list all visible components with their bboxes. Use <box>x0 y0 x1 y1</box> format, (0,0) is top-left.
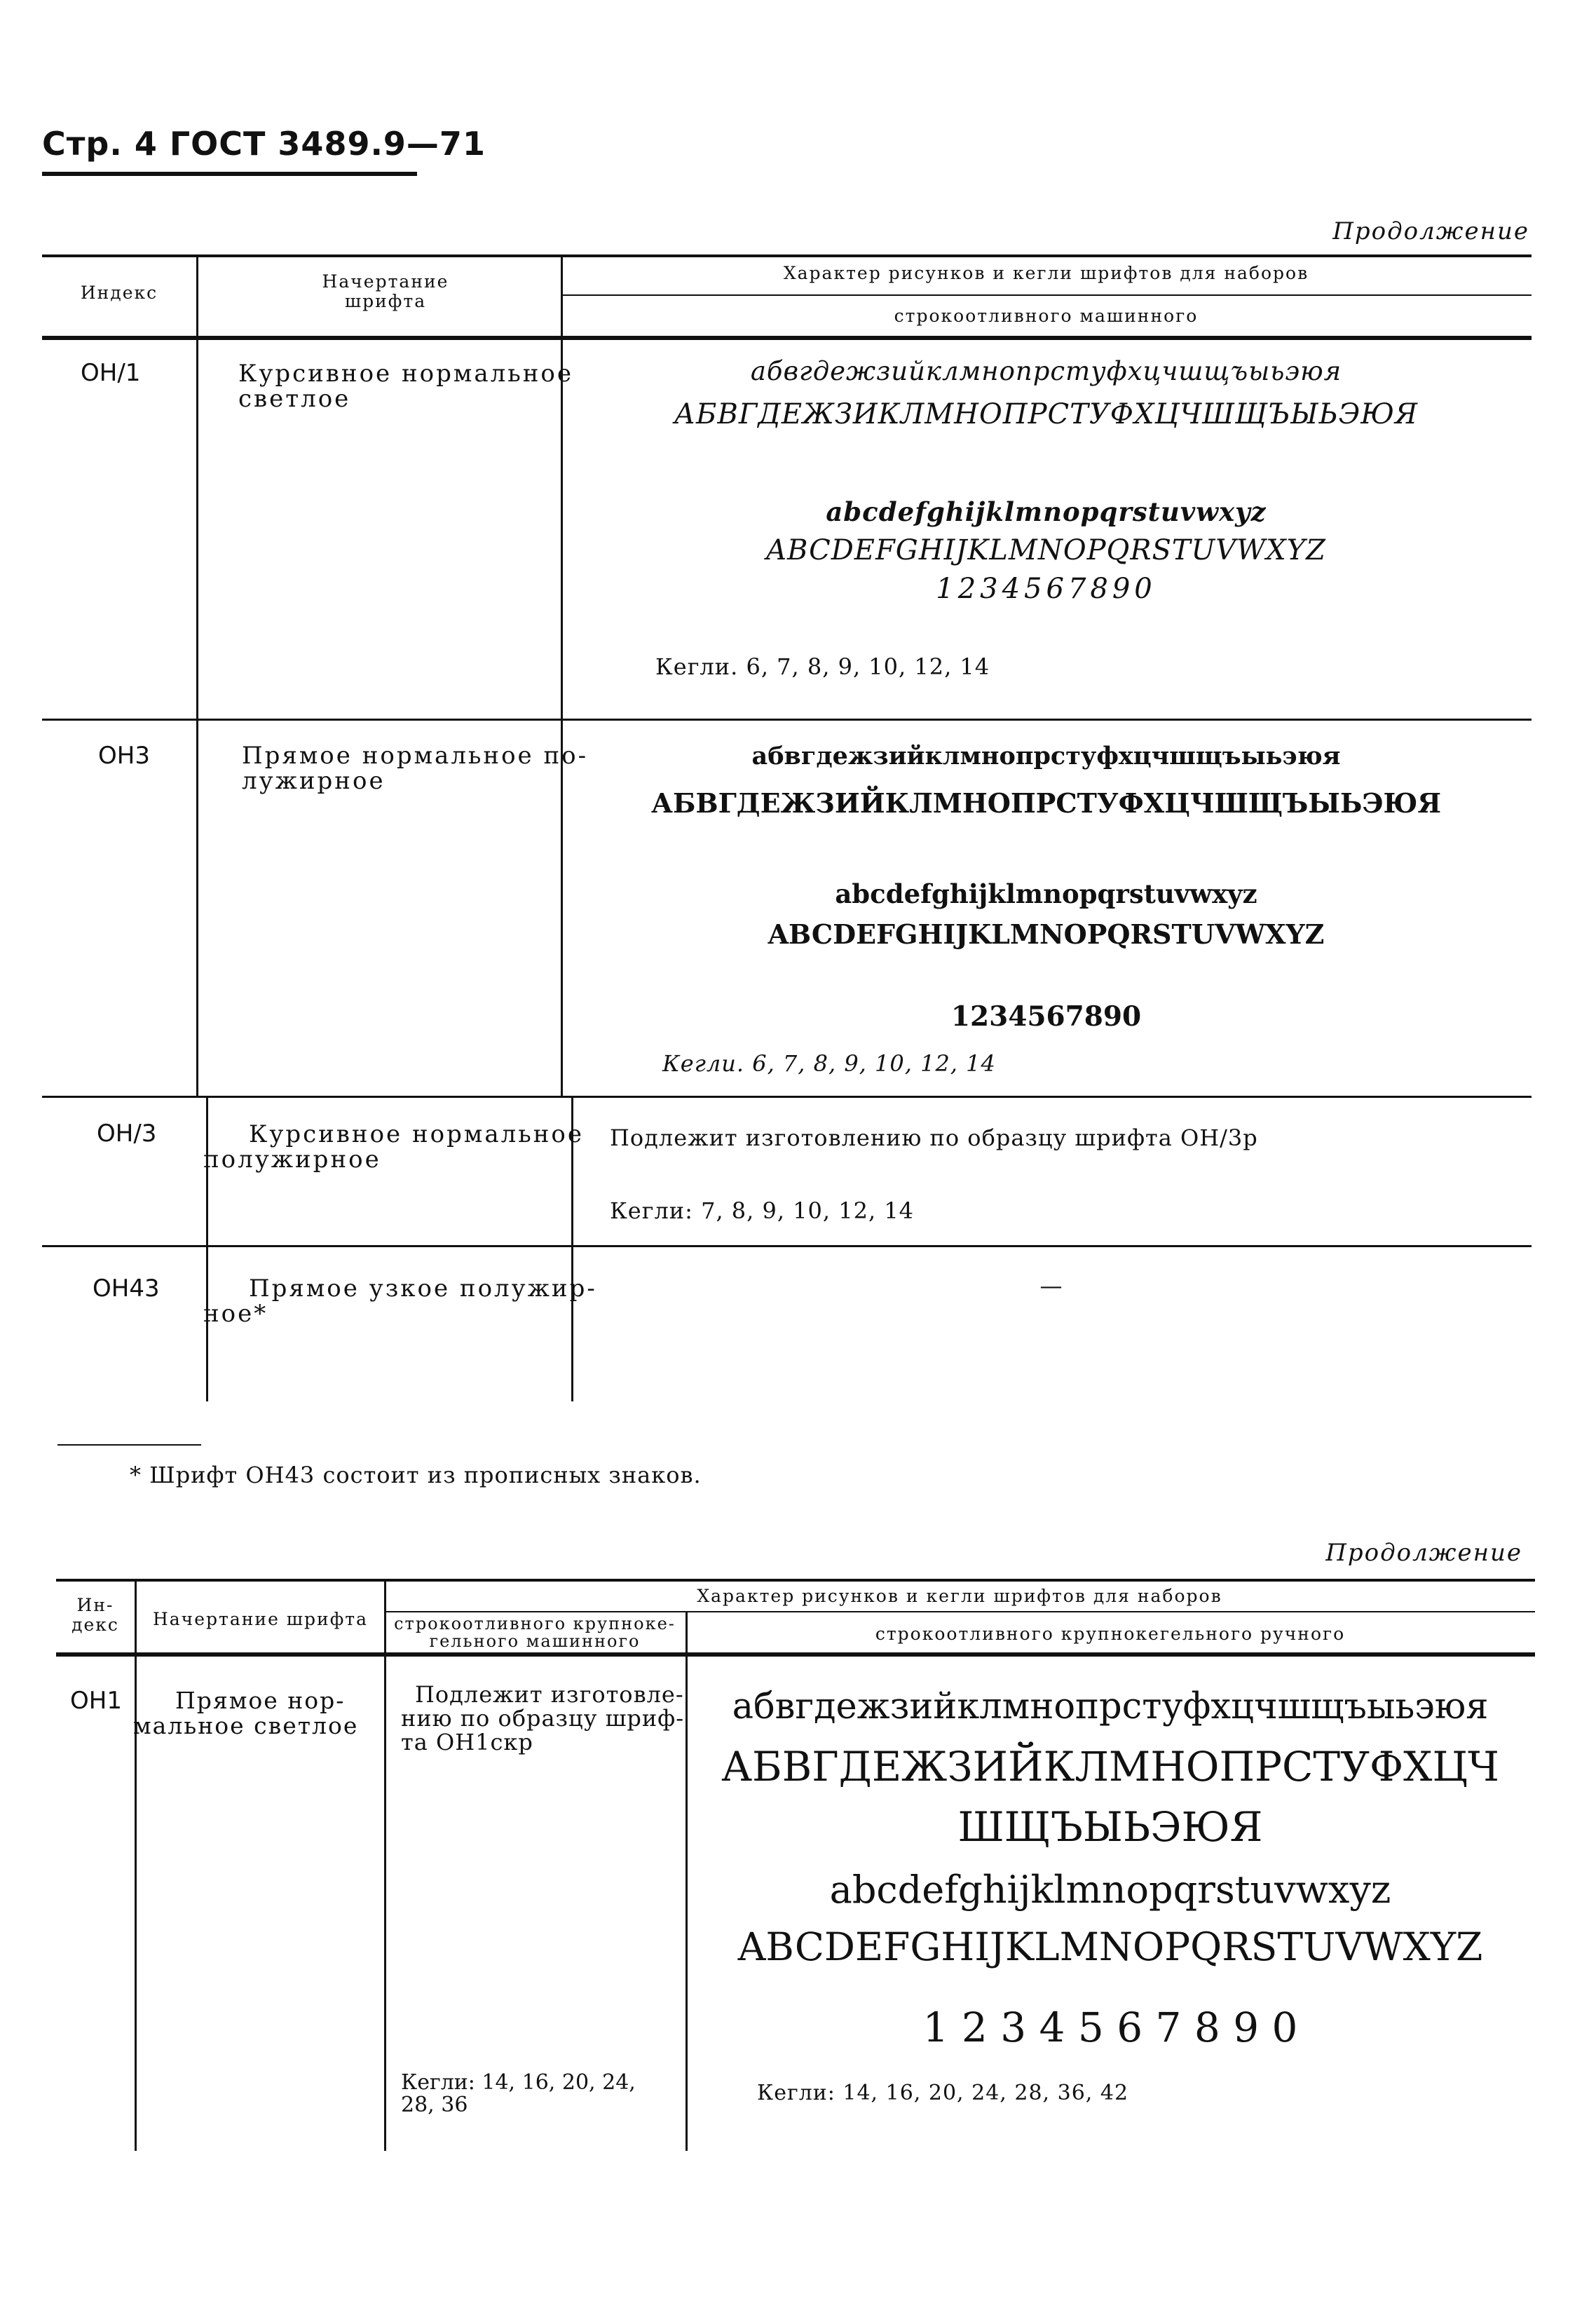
row-index: ОН/3 <box>97 1120 157 1148</box>
sample-uppercase-cyrillic: АБВГДЕЖЗИЙКЛМНОПРСТУФХЦЧ <box>721 1743 1499 1790</box>
sample-digits: 1 2 3 4 5 6 7 8 9 0 <box>922 2004 1298 2051</box>
column-subheader-machine: строкоотливного крупноке- гельного машинного <box>394 1614 676 1651</box>
column-divider <box>196 256 198 338</box>
table-rule <box>384 1611 1535 1612</box>
font-style-description: Прямое нормальное по- лужирное <box>242 742 589 795</box>
row-index: ОН3 <box>98 742 150 770</box>
font-sizes: Кегли: 7, 8, 9, 10, 12, 14 <box>610 1197 915 1224</box>
empty-value-dash: — <box>1039 1272 1063 1299</box>
font-sizes: Кегли. 6, 7, 8, 9, 10, 12, 14 <box>655 653 990 680</box>
sample-uppercase-cyrillic-cont: ШЩЪЫЬЭЮЯ <box>957 1803 1263 1851</box>
footnote: * Шрифт ОН43 состоит из прописных знаков. <box>130 1462 702 1488</box>
table-rule <box>56 1652 1535 1657</box>
font-style-description: Курсивное нормальное полужирное <box>203 1120 584 1174</box>
font-style-description: Прямое узкое полужир- ное* <box>203 1275 597 1328</box>
font-style-description: Курсивное нормальное светлое <box>238 360 573 413</box>
header-rule <box>42 172 417 176</box>
continuation-label: Продолжение <box>1332 217 1529 245</box>
table-rule <box>42 336 1532 340</box>
page-header: Стр. 4 ГОСТ 3489.9—71 <box>42 125 486 163</box>
status-text: Подлежит изготовлению по образцу шрифта ОН/3р <box>610 1124 1258 1151</box>
sample-uppercase-latin: ABCDEFGHIJKLMNOPQRSTUVWXYZ <box>766 534 1326 566</box>
column-subheader-manual: строкоотливного крупнокегельного ручного <box>875 1624 1346 1644</box>
sample-lowercase-latin: abcdefghijklmnopqrstuvwxyz <box>826 496 1267 527</box>
column-divider <box>196 721 198 1096</box>
row-index: ОН43 <box>93 1275 160 1303</box>
sample-lowercase-latin: abcdefghijklmnopqrstuvwxyz <box>829 1868 1391 1912</box>
footnote-rule <box>57 1444 201 1446</box>
font-style-description: Прямое нор- мальное светлое <box>133 1687 359 1739</box>
column-header-style: Начертание шрифта <box>152 1609 369 1629</box>
column-header-character: Характер рисунков и кегли шрифтов для наборов <box>697 1586 1222 1606</box>
row-divider <box>42 719 1532 721</box>
column-header-character: Характер рисунков и кегли шрифтов для наборов <box>783 263 1309 283</box>
column-header-style: Начертание шрифта <box>322 271 449 311</box>
column-subheader: строкоотливного машинного <box>894 306 1199 326</box>
row-index: ОН/1 <box>81 359 141 387</box>
column-divider <box>196 340 198 719</box>
table-rule <box>561 294 1532 296</box>
sample-lowercase-cyrillic: абвгдежзийклмнопрстуфхцчшщъыьэюя <box>750 356 1342 386</box>
row-divider <box>42 1245 1532 1247</box>
sample-digits: 1234567890 <box>950 1000 1142 1033</box>
sample-lowercase-cyrillic: абвгдежзийклмнопрстуфхцчшщъыьэюя <box>751 742 1341 770</box>
sample-lowercase-latin: abcdefghijklmnopqrstuvwxyz <box>835 878 1257 909</box>
machine-status-text: Подлежит изготовле- нию по образцу шриф- та ОН1скр <box>401 1681 684 1755</box>
sample-lowercase-cyrillic: абвгдежзийклмнопрстуфхцчшщъыьэюя <box>732 1686 1489 1727</box>
sample-uppercase-cyrillic: АБВГДЕЖЗИЙКЛМНОПРСТУФХЦЧШЩЪЫЬЭЮЯ <box>651 787 1441 819</box>
row-divider <box>42 1096 1532 1098</box>
table-rule <box>56 1579 1535 1582</box>
continuation-label: Продолжение <box>1325 1539 1522 1567</box>
sample-uppercase-latin: ABCDEFGHIJKLMNOPQRSTUVWXYZ <box>768 918 1325 950</box>
machine-font-sizes: Кегли: 14, 16, 20, 24, 28, 36 <box>401 2070 636 2117</box>
font-sizes: Кегли. 6, 7, 8, 9, 10, 12, 14 <box>662 1050 996 1077</box>
manual-font-sizes: Кегли: 14, 16, 20, 24, 28, 36, 42 <box>757 2081 1129 2105</box>
row-index: ОН1 <box>70 1687 122 1715</box>
sample-uppercase-cyrillic: АБВГДЕЖЗИКЛМНОПРСТУФХЦЧШЩЪЫЬЭЮЯ <box>674 398 1419 430</box>
column-header-index: Индекс <box>80 283 158 303</box>
sample-digits: 1234567890 <box>936 573 1157 605</box>
column-divider <box>384 1657 386 2151</box>
column-header-index: Ин- декс <box>71 1595 119 1635</box>
table-rule <box>42 254 1532 257</box>
sample-uppercase-latin: ABCDEFGHIJKLMNOPQRSTUVWXYZ <box>737 1924 1483 1969</box>
